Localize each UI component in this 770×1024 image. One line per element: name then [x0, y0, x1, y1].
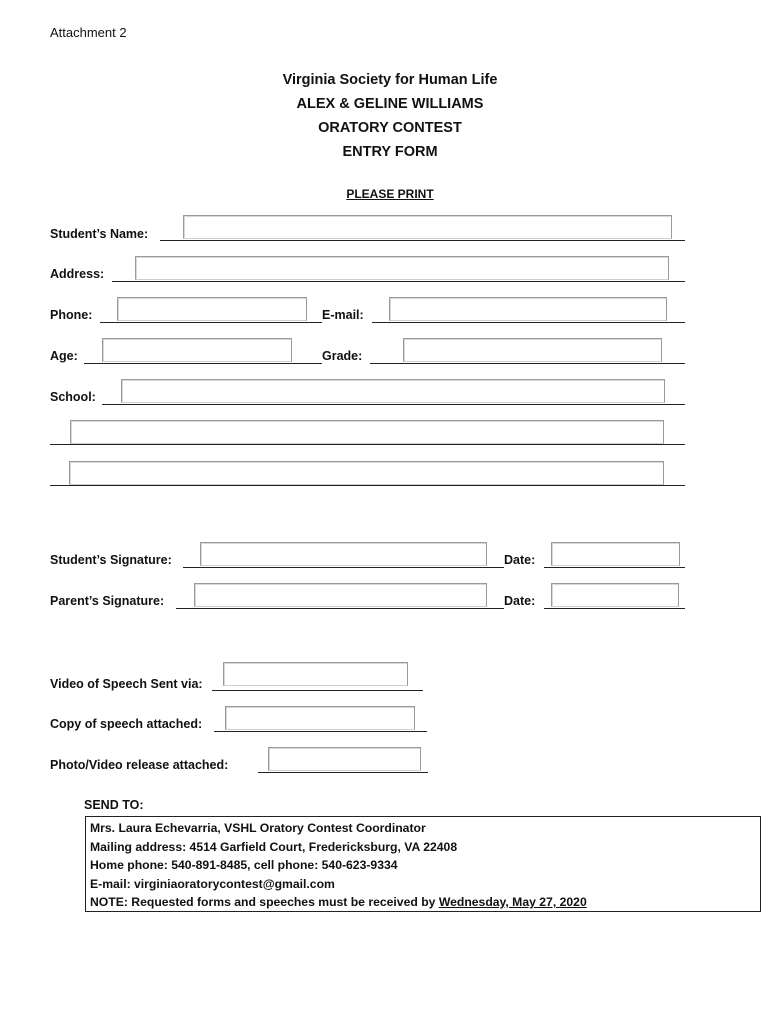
- mailing-address-line: Mailing address: 4514 Garfield Court, Fredericksburg, VA 22408: [90, 839, 458, 854]
- parent-signature-field[interactable]: [194, 583, 487, 607]
- student-signature-label: Student’s Signature:: [50, 553, 172, 567]
- grade-underline: [370, 363, 685, 364]
- email-label: E-mail:: [322, 308, 364, 322]
- deadline-date: Wednesday, May 27, 2020: [438, 895, 587, 909]
- release-attached-field[interactable]: [268, 747, 421, 771]
- email-line: E-mail: virginiaoratorycontest@gmail.com: [90, 876, 335, 891]
- parent-date-field[interactable]: [551, 583, 679, 607]
- video-sent-underline: [212, 690, 423, 691]
- form-title: ENTRY FORM: [342, 144, 438, 160]
- parent-signature-underline: [176, 608, 504, 609]
- parent-date-underline: [544, 608, 685, 609]
- school-label: School:: [50, 390, 96, 404]
- contest-name: ALEX & GELINE WILLIAMS: [296, 96, 484, 112]
- student-name-field[interactable]: [183, 215, 672, 239]
- copy-attached-field[interactable]: [225, 706, 415, 730]
- coordinator-line: Mrs. Laura Echevarria, VSHL Oratory Contest Coordinator: [90, 821, 426, 835]
- school-extra-field-1[interactable]: [70, 420, 664, 444]
- video-sent-field[interactable]: [223, 662, 408, 686]
- copy-attached-label: Copy of speech attached:: [50, 717, 203, 731]
- attachment-label: Attachment 2: [50, 25, 127, 40]
- school-extra-underline-1: [50, 444, 685, 445]
- contact-box: [85, 816, 761, 912]
- phone-line: Home phone: 540-891-8485, cell phone: 540-623-9334: [90, 858, 398, 872]
- student-name-underline: [160, 240, 685, 241]
- release-attached-label: Photo/Video release attached:: [50, 758, 229, 772]
- school-extra-underline-2: [50, 485, 685, 486]
- email-underline: [372, 322, 685, 323]
- grade-field[interactable]: [403, 338, 662, 362]
- video-sent-label: Video of Speech Sent via:: [50, 677, 203, 691]
- student-name-label: Student’s Name:: [50, 227, 149, 241]
- parent-date-label: Date:: [504, 594, 536, 608]
- send-to-heading: SEND TO:: [84, 798, 144, 812]
- parent-signature-label: Parent’s Signature:: [50, 594, 165, 608]
- contest-type: ORATORY CONTEST: [318, 120, 462, 136]
- copy-attached-underline: [214, 731, 427, 732]
- student-signature-underline: [183, 567, 504, 568]
- student-date-underline: [544, 567, 685, 568]
- school-underline: [102, 404, 685, 405]
- phone-field[interactable]: [117, 297, 307, 321]
- release-attached-underline: [258, 772, 428, 773]
- grade-label: Grade:: [322, 349, 363, 363]
- age-field[interactable]: [102, 338, 292, 362]
- deadline-note-text: NOTE: Requested forms and speeches must be received by: [90, 895, 439, 909]
- deadline-note: [90, 893, 756, 912]
- org-title: Virginia Society for Human Life: [282, 72, 498, 88]
- address-underline: [112, 281, 685, 282]
- address-label: Address:: [50, 267, 105, 281]
- phone-underline: [100, 322, 322, 323]
- email-field[interactable]: [389, 297, 667, 321]
- student-signature-field[interactable]: [200, 542, 487, 566]
- student-date-field[interactable]: [551, 542, 680, 566]
- phone-label: Phone:: [50, 308, 93, 322]
- student-date-label: Date:: [504, 553, 536, 567]
- age-underline: [84, 363, 322, 364]
- school-extra-field-2[interactable]: [69, 461, 664, 485]
- address-field[interactable]: [135, 256, 669, 280]
- print-instruction: PLEASE PRINT: [346, 187, 434, 201]
- school-field[interactable]: [121, 379, 665, 403]
- age-label: Age:: [50, 349, 78, 363]
